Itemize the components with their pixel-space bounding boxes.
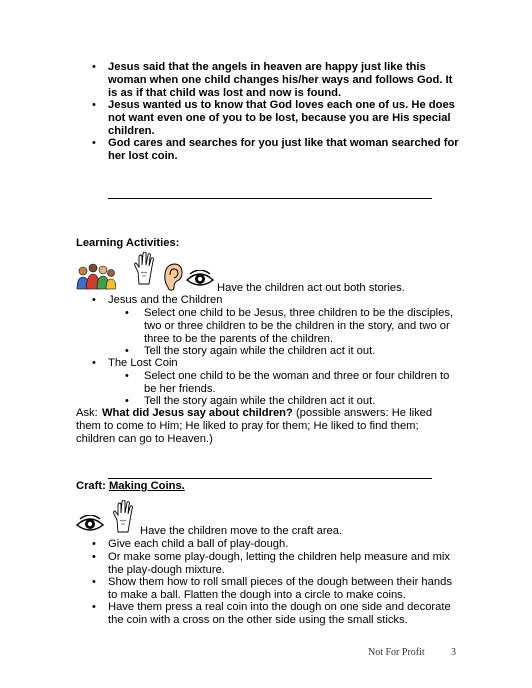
children-group-icon <box>76 263 116 291</box>
hand-icon <box>112 500 134 534</box>
ask-answer: (possible answers: He liked them to come to Him; He liked to pray for them; He liked to find them; children can go to Heaven.) <box>76 407 433 445</box>
eye-icon <box>76 515 104 533</box>
intro-bullet-3: God cares and searches for you just like that woman searched for her lost coin. <box>108 137 459 162</box>
craft-step-2: Or make some play-dough, letting the children help measure and mix the play-dough mixture. <box>108 551 451 576</box>
ear-icon <box>162 262 184 292</box>
divider-line <box>108 478 432 479</box>
learning-activities-heading: Learning Activities: <box>76 237 180 249</box>
bullet-marker: • <box>92 576 96 588</box>
bullet-marker: • <box>125 307 129 319</box>
bullet-marker: • <box>92 357 96 369</box>
hand-icon <box>133 252 155 286</box>
bullet-marker: • <box>125 395 129 407</box>
page-number: 3 <box>451 647 456 658</box>
craft-step-1: Give each child a ball of play-dough. <box>108 538 289 550</box>
craft-instruction: Have the children move to the craft area. <box>140 525 343 537</box>
bullet-marker: • <box>92 137 96 149</box>
bullet-marker: • <box>92 551 96 563</box>
bullet-marker: • <box>92 601 96 613</box>
craft-heading <box>76 480 185 493</box>
activity-title-2: The Lost Coin <box>108 357 178 369</box>
activity-2-step-1: Select one child to be the woman and three or four children to be her friends. <box>144 370 450 395</box>
footer-text: Not For Profit <box>368 647 425 658</box>
intro-bullet-2: Jesus wanted us to know that God loves each one of us. He does not want even one of you to be lost, because you are His special children. <box>108 99 455 137</box>
craft-title: Making Coins. <box>108 480 185 492</box>
craft-label: Craft: <box>76 480 106 492</box>
bullet-marker: • <box>125 345 129 357</box>
intro-bullet-1: Jesus said that the angels in heaven are happy just like this woman when one child changes his/her ways and follows God. It is as if that child was lost and now is found. <box>108 61 453 99</box>
divider-line <box>108 198 432 199</box>
craft-step-3: Show them how to roll small pieces of the dough between their hands to make a ball. Flatten the dough into a circle to make coins. <box>108 576 452 601</box>
ask-question: What did Jesus say about children? <box>102 407 293 419</box>
learning-instruction: Have the children act out both stories. <box>217 282 405 294</box>
activity-title-1: Jesus and the Children <box>108 294 223 306</box>
bullet-marker: • <box>92 294 96 306</box>
activity-1-step-1: Select one child to be Jesus, three children to be the disciples, two or three children to be the children in the story, and two or three to be the parents of the children. <box>144 307 454 345</box>
craft-step-4: Have them press a real coin into the dough on one side and decorate the coin with a cross on the other side using the small sticks. <box>108 601 451 626</box>
bullet-marker: • <box>92 61 96 73</box>
eye-icon <box>186 270 214 288</box>
bullet-marker: • <box>92 538 96 550</box>
ask-paragraph <box>76 407 456 446</box>
bullet-marker: • <box>125 370 129 382</box>
bullet-marker: • <box>92 99 96 111</box>
activity-2-step-2: Tell the story again while the children act it out. <box>144 395 376 407</box>
activity-1-step-2: Tell the story again while the children act it out. <box>144 345 376 357</box>
